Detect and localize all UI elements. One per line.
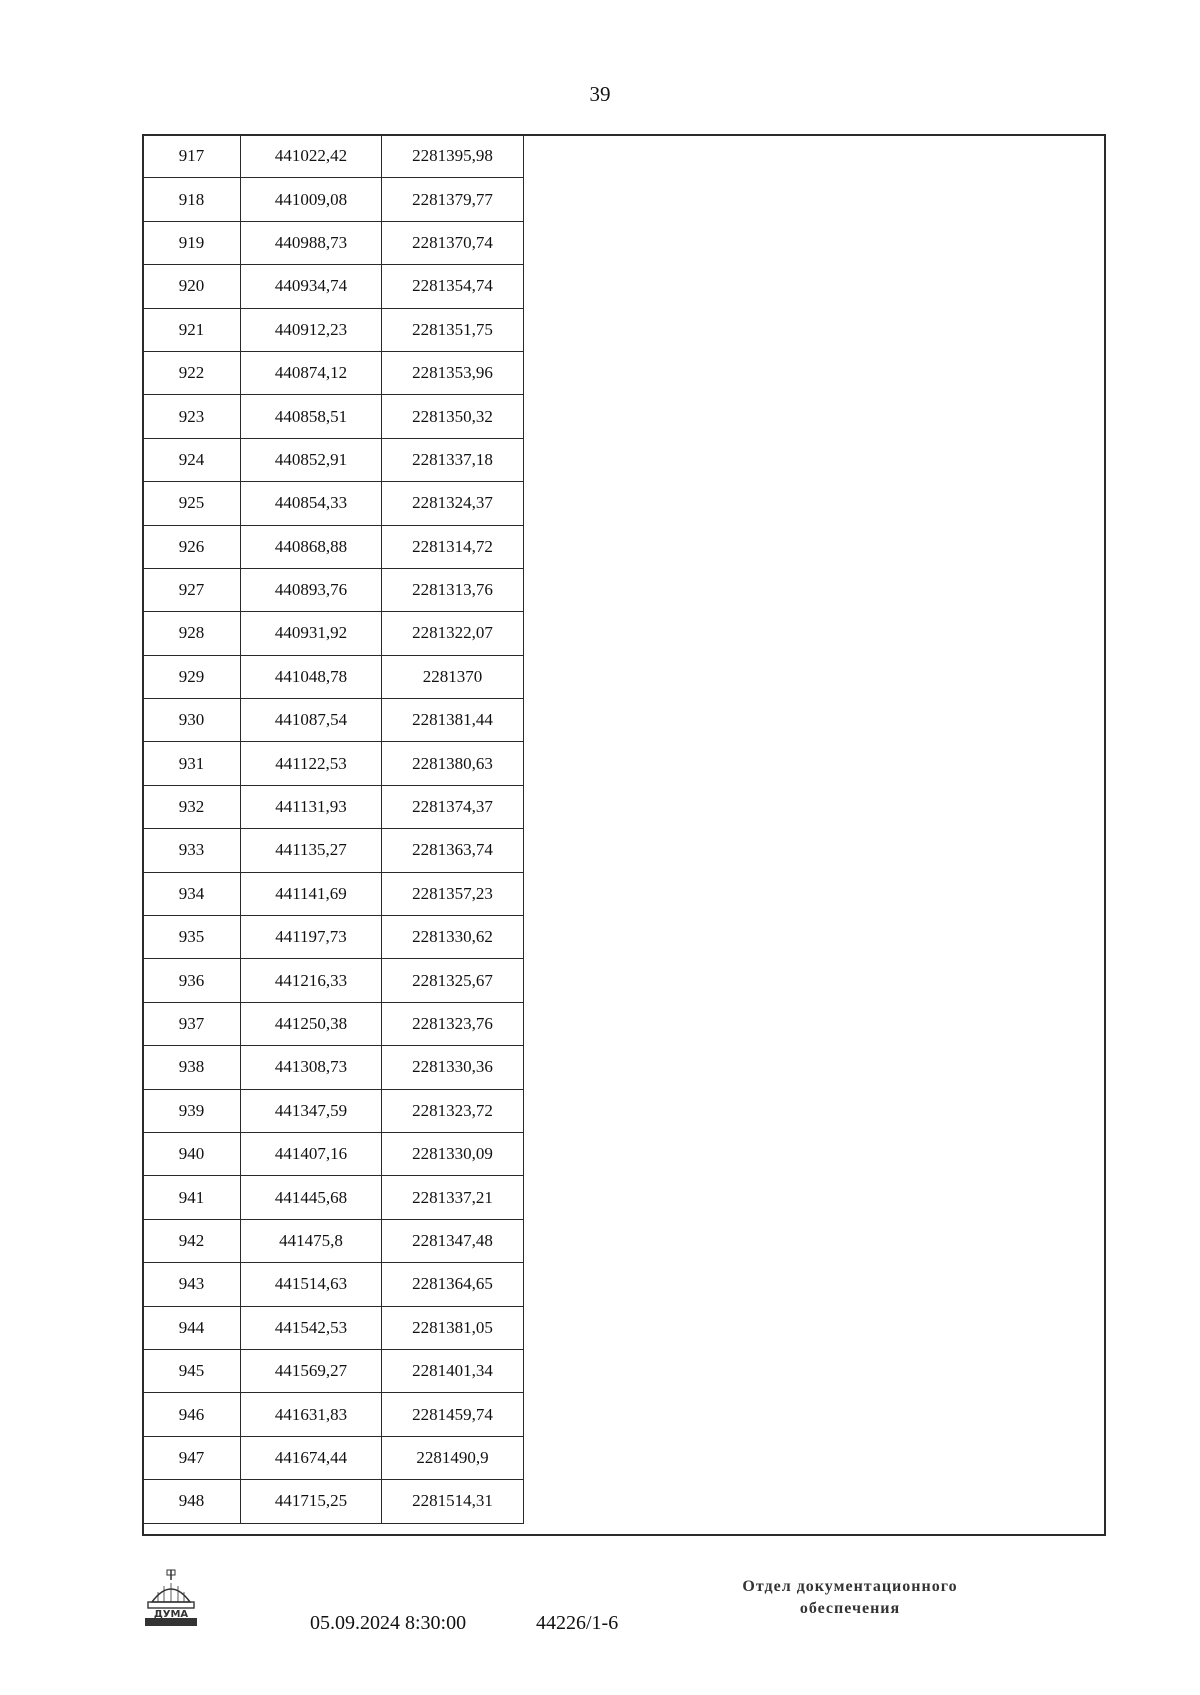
y-coordinate-cell: 2281370,74 — [382, 221, 524, 264]
page-number: 39 — [589, 82, 611, 106]
table-row — [143, 699, 524, 742]
table-row — [143, 351, 524, 394]
y-coordinate-cell: 2281395,98 — [382, 135, 524, 178]
y-coordinate-cell: 2281325,67 — [382, 959, 524, 1002]
x-coordinate-cell: 440988,73 — [241, 221, 382, 264]
point-number-cell: 925 — [143, 482, 241, 525]
x-coordinate-cell: 441087,54 — [241, 699, 382, 742]
x-coordinate-cell: 441250,38 — [241, 1002, 382, 1045]
footer-date: 05.09.2024 8:30:00 — [310, 1612, 467, 1634]
table-row — [143, 1480, 524, 1523]
point-number-cell: 928 — [143, 612, 241, 655]
point-number-cell: 948 — [143, 1480, 241, 1523]
point-number-cell: 927 — [143, 568, 241, 611]
table-row — [143, 178, 524, 221]
x-coordinate-cell: 441407,16 — [241, 1132, 382, 1175]
point-number-cell: 938 — [143, 1046, 241, 1089]
table-row — [143, 1132, 524, 1175]
y-coordinate-cell: 2281351,75 — [382, 308, 524, 351]
y-coordinate-cell: 2281370 — [382, 655, 524, 698]
table-row — [143, 1263, 524, 1306]
point-number-cell: 917 — [143, 135, 241, 178]
y-coordinate-cell: 2281323,76 — [382, 1002, 524, 1045]
point-number-cell: 922 — [143, 351, 241, 394]
y-coordinate-cell: 2281324,37 — [382, 482, 524, 525]
point-number-cell: 926 — [143, 525, 241, 568]
table-row — [143, 916, 524, 959]
table-row — [143, 482, 524, 525]
coordinates-table — [142, 134, 524, 1524]
y-coordinate-cell: 2281330,36 — [382, 1046, 524, 1089]
table-row — [143, 1002, 524, 1045]
x-coordinate-cell: 441122,53 — [241, 742, 382, 785]
point-number-cell: 929 — [143, 655, 241, 698]
footer-department — [700, 1576, 1000, 1620]
x-coordinate-cell: 441631,83 — [241, 1393, 382, 1436]
point-number-cell: 940 — [143, 1132, 241, 1175]
x-coordinate-cell: 441715,25 — [241, 1480, 382, 1523]
point-number-cell: 939 — [143, 1089, 241, 1132]
x-coordinate-cell: 441542,53 — [241, 1306, 382, 1349]
table-row — [143, 568, 524, 611]
table-row — [143, 742, 524, 785]
table-row — [143, 829, 524, 872]
table-row — [143, 612, 524, 655]
y-coordinate-cell: 2281381,05 — [382, 1306, 524, 1349]
point-number-cell: 918 — [143, 178, 241, 221]
y-coordinate-cell: 2281381,44 — [382, 699, 524, 742]
x-coordinate-cell: 440934,74 — [241, 265, 382, 308]
x-coordinate-cell: 441308,73 — [241, 1046, 382, 1089]
table-row — [143, 1306, 524, 1349]
x-coordinate-cell: 440858,51 — [241, 395, 382, 438]
table-row — [143, 308, 524, 351]
table-row — [143, 1349, 524, 1392]
y-coordinate-cell: 2281314,72 — [382, 525, 524, 568]
point-number-cell: 941 — [143, 1176, 241, 1219]
y-coordinate-cell: 2281379,77 — [382, 178, 524, 221]
y-coordinate-cell: 2281380,63 — [382, 742, 524, 785]
y-coordinate-cell: 2281364,65 — [382, 1263, 524, 1306]
y-coordinate-cell: 2281322,07 — [382, 612, 524, 655]
table-row — [143, 221, 524, 264]
table-row — [143, 1219, 524, 1262]
x-coordinate-cell: 441445,68 — [241, 1176, 382, 1219]
y-coordinate-cell: 2281330,09 — [382, 1132, 524, 1175]
y-coordinate-cell: 2281357,23 — [382, 872, 524, 915]
x-coordinate-cell: 440852,91 — [241, 438, 382, 481]
y-coordinate-cell: 2281347,48 — [382, 1219, 524, 1262]
point-number-cell: 923 — [143, 395, 241, 438]
y-coordinate-cell: 2281401,34 — [382, 1349, 524, 1392]
coordinates-table-body — [143, 135, 524, 1524]
x-coordinate-cell: 440854,33 — [241, 482, 382, 525]
logo-text: ДУМА — [153, 1609, 189, 1620]
table-row — [143, 525, 524, 568]
point-number-cell: 943 — [143, 1263, 241, 1306]
x-coordinate-cell: 441135,27 — [241, 829, 382, 872]
y-coordinate-cell: 2281353,96 — [382, 351, 524, 394]
point-number-cell: 921 — [143, 308, 241, 351]
x-coordinate-cell: 441216,33 — [241, 959, 382, 1002]
point-number-cell: 932 — [143, 785, 241, 828]
x-coordinate-cell: 440912,23 — [241, 308, 382, 351]
x-coordinate-cell: 441141,69 — [241, 872, 382, 915]
point-number-cell: 934 — [143, 872, 241, 915]
point-number-cell: 930 — [143, 699, 241, 742]
x-coordinate-cell: 441022,42 — [241, 135, 382, 178]
table-row — [143, 1089, 524, 1132]
point-number-cell: 944 — [143, 1306, 241, 1349]
x-coordinate-cell: 441514,63 — [241, 1263, 382, 1306]
x-coordinate-cell: 441131,93 — [241, 785, 382, 828]
y-coordinate-cell: 2281350,32 — [382, 395, 524, 438]
point-number-cell: 942 — [143, 1219, 241, 1262]
table-row — [143, 135, 524, 178]
duma-building-logo-icon — [140, 1568, 202, 1630]
y-coordinate-cell: 2281354,74 — [382, 265, 524, 308]
y-coordinate-cell: 2281490,9 — [382, 1436, 524, 1479]
table-row — [143, 872, 524, 915]
y-coordinate-cell: 2281514,31 — [382, 1480, 524, 1523]
department-line-2: обеспечения — [799, 1600, 901, 1617]
y-coordinate-cell: 2281337,21 — [382, 1176, 524, 1219]
y-coordinate-cell: 2281323,72 — [382, 1089, 524, 1132]
table-row — [143, 785, 524, 828]
y-coordinate-cell: 2281337,18 — [382, 438, 524, 481]
table-row — [143, 1436, 524, 1479]
x-coordinate-cell: 441674,44 — [241, 1436, 382, 1479]
y-coordinate-cell: 2281330,62 — [382, 916, 524, 959]
y-coordinate-cell: 2281363,74 — [382, 829, 524, 872]
x-coordinate-cell: 441569,27 — [241, 1349, 382, 1392]
footer-document-code: 44226/1-6 — [536, 1612, 619, 1634]
x-coordinate-cell: 441048,78 — [241, 655, 382, 698]
point-number-cell: 919 — [143, 221, 241, 264]
x-coordinate-cell: 441197,73 — [241, 916, 382, 959]
x-coordinate-cell: 440931,92 — [241, 612, 382, 655]
y-coordinate-cell: 2281374,37 — [382, 785, 524, 828]
x-coordinate-cell: 441009,08 — [241, 178, 382, 221]
table-row — [143, 1393, 524, 1436]
table-row — [143, 395, 524, 438]
table-row — [143, 265, 524, 308]
point-number-cell: 935 — [143, 916, 241, 959]
table-row — [143, 959, 524, 1002]
department-line-1: Отдел документационного — [742, 1578, 958, 1595]
table-row — [143, 438, 524, 481]
y-coordinate-cell: 2281459,74 — [382, 1393, 524, 1436]
point-number-cell: 945 — [143, 1349, 241, 1392]
x-coordinate-cell: 440893,76 — [241, 568, 382, 611]
x-coordinate-cell: 440874,12 — [241, 351, 382, 394]
x-coordinate-cell: 440868,88 — [241, 525, 382, 568]
point-number-cell: 933 — [143, 829, 241, 872]
point-number-cell: 931 — [143, 742, 241, 785]
table-row — [143, 655, 524, 698]
point-number-cell: 947 — [143, 1436, 241, 1479]
y-coordinate-cell: 2281313,76 — [382, 568, 524, 611]
point-number-cell: 937 — [143, 1002, 241, 1045]
point-number-cell: 920 — [143, 265, 241, 308]
point-number-cell: 936 — [143, 959, 241, 1002]
point-number-cell: 946 — [143, 1393, 241, 1436]
point-number-cell: 924 — [143, 438, 241, 481]
x-coordinate-cell: 441347,59 — [241, 1089, 382, 1132]
table-row — [143, 1046, 524, 1089]
table-row — [143, 1176, 524, 1219]
x-coordinate-cell: 441475,8 — [241, 1219, 382, 1262]
